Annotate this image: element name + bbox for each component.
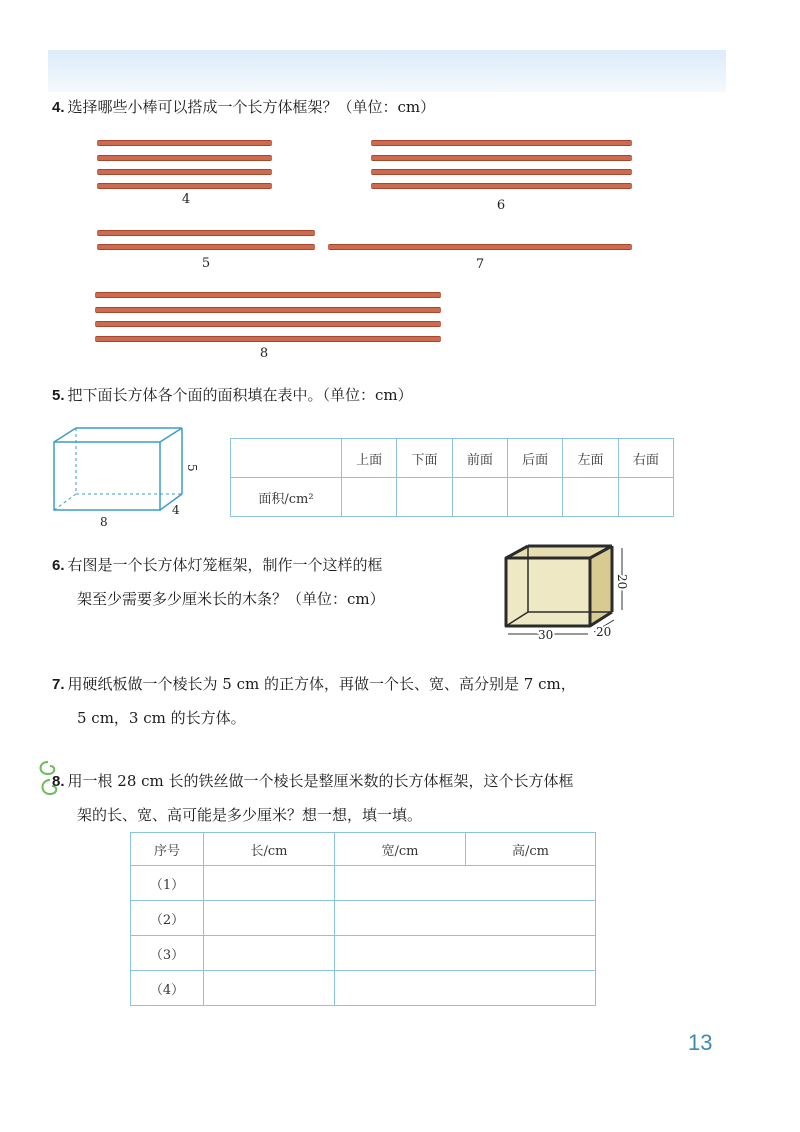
table-corner-cell [231, 439, 342, 478]
stick [97, 169, 272, 175]
header-top-face: 上面 [342, 439, 397, 478]
cuboid-width-label: 4 [172, 503, 180, 517]
header-right-face: 右面 [618, 439, 673, 478]
cuboid-front-face [54, 442, 160, 510]
answer-cell[interactable] [204, 901, 335, 936]
stick [371, 183, 632, 189]
question-5-text: 把下面长方体各个面的面积填在表中。（单位：cm） [67, 386, 413, 404]
stick-label-6: 6 [496, 198, 506, 213]
table-row [131, 936, 596, 971]
cuboid-hidden-edge [54, 494, 76, 510]
question-8-line-1 [52, 764, 702, 798]
question-7-number: 7. [52, 676, 65, 693]
face-area-table [230, 438, 674, 517]
table-header-row [231, 439, 674, 478]
lantern-height-label: 20 [615, 574, 629, 590]
stick [97, 230, 315, 236]
header-height: 高/cm [466, 833, 596, 866]
stick [97, 140, 272, 146]
header-index: 序号 [131, 833, 204, 866]
lantern-front-face [506, 558, 590, 626]
row-index: （3） [131, 936, 204, 971]
question-7-line-2: 5 cm，3 cm 的长方体。 [77, 709, 246, 727]
answer-cell[interactable] [335, 901, 596, 936]
question-8-line-2: 架的长、宽、高可能是多少厘米？想一想，填一填。 [77, 806, 423, 824]
cuboid-edge [54, 428, 76, 442]
cuboid-figure-q5 [40, 420, 200, 532]
answer-cell[interactable] [342, 478, 397, 517]
answer-cell[interactable] [335, 866, 596, 901]
answer-cell[interactable] [204, 971, 335, 1006]
answer-cell[interactable] [618, 478, 673, 517]
stick [97, 244, 315, 250]
question-8-text-1: 用一根 28 cm 长的铁丝做一个棱长是整厘米数的长方体框架，这个长方体框 [67, 772, 574, 790]
lantern-width-label: 20 [596, 625, 612, 639]
question-6 [52, 548, 482, 616]
stick-label-5: 5 [201, 256, 211, 271]
stick [371, 155, 632, 161]
page-number: 13 [688, 1030, 713, 1055]
answer-cell[interactable] [204, 866, 335, 901]
header-back-face: 后面 [507, 439, 562, 478]
stick [95, 321, 441, 327]
table-row [231, 478, 674, 517]
stick-label-4: 4 [181, 192, 191, 207]
header-band [48, 50, 726, 92]
stick-label-8: 8 [259, 346, 269, 361]
question-4 [52, 96, 435, 119]
stick [95, 336, 441, 342]
question-5 [52, 384, 413, 407]
row-index: （4） [131, 971, 204, 1006]
table-row [131, 866, 596, 901]
row-index: （1） [131, 866, 204, 901]
table-header-row [131, 833, 596, 866]
question-6-line-2: 架至少需要多少厘米长的木条？（单位：cm） [77, 590, 385, 608]
header-width: 宽/cm [335, 833, 466, 866]
cuboid-height-label: 5 [185, 464, 199, 472]
header-front-face: 前面 [452, 439, 507, 478]
row-label-area: 面积/cm² [231, 478, 342, 517]
answer-cell[interactable] [335, 936, 596, 971]
stick [371, 169, 632, 175]
question-6-line-1 [52, 548, 482, 582]
cuboid-length-label: 8 [100, 515, 108, 529]
question-4-number: 4. [52, 99, 65, 116]
header-left-face: 左面 [563, 439, 618, 478]
stick [328, 244, 632, 250]
question-7 [52, 667, 692, 735]
answer-cell[interactable] [452, 478, 507, 517]
question-8-number: 8. [52, 773, 65, 790]
answer-cell[interactable] [204, 936, 335, 971]
lantern-length-label: 30 [538, 628, 554, 642]
question-6-text-1: 右图是一个长方体灯笼框架，制作一个这样的框 [67, 556, 383, 574]
answer-cell[interactable] [563, 478, 618, 517]
stick [97, 183, 272, 189]
row-index: （2） [131, 901, 204, 936]
question-7-text-1: 用硬纸板做一个棱长为 5 cm 的正方体，再做一个长、宽、高分别是 7 cm， [67, 675, 576, 693]
stick-label-7: 7 [475, 257, 485, 272]
table-row [131, 901, 596, 936]
cuboid-edge [160, 428, 182, 442]
question-7-line-1 [52, 667, 692, 701]
header-length: 长/cm [204, 833, 335, 866]
header-bottom-face: 下面 [397, 439, 452, 478]
lantern-frame-figure [488, 540, 638, 644]
question-5-number: 5. [52, 387, 65, 404]
dimension-table [130, 832, 596, 1006]
stick [95, 307, 441, 313]
answer-cell[interactable] [397, 478, 452, 517]
question-4-text: 选择哪些小棒可以搭成一个长方体框架？（单位：cm） [67, 98, 436, 116]
question-6-number: 6. [52, 557, 65, 574]
answer-cell[interactable] [335, 971, 596, 1006]
stick [371, 140, 632, 146]
table-row [131, 971, 596, 1006]
stick [95, 292, 441, 298]
stick [97, 155, 272, 161]
question-8 [52, 764, 702, 832]
answer-cell[interactable] [507, 478, 562, 517]
